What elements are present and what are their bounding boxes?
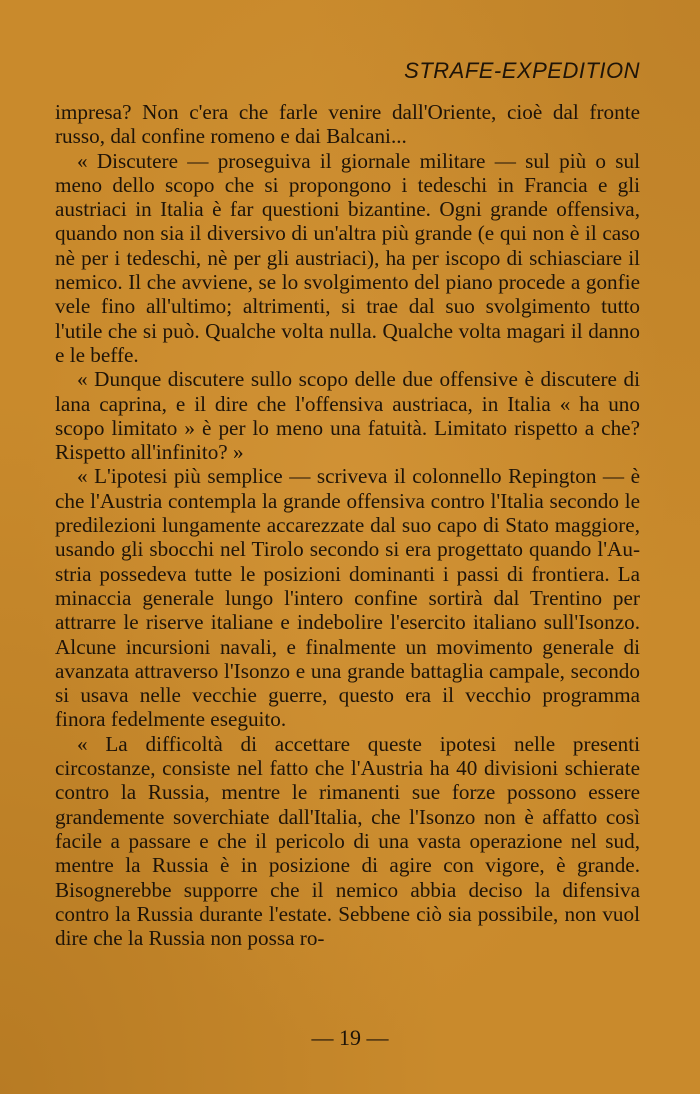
running-head: STRAFE-EXPEDITION [404,58,640,83]
paragraph: « L'ipotesi più semplice — scriveva il colonnello Repington — è che l'Austria contempla la grande offensiva contro l'Italia secondo le predilezioni lungamente accarezzate dal suo capo di Stato maggiore, usando gli sbocchi nel Tirolo secondo si era progettato quando l'Austria possedeva tutte le posizioni dominanti i passi di frontiera. La minaccia generale lungo l'intero confine sortirà dal Trentino per attrarre le riserve italiane e indebolire l'esercito italiano sull'Isonzo. Alcune incursioni navali, e finalmente un movimento generale di avanzata attraverso l'Isonzo e una grande battaglia campale, secondo si usava nelle vecchie guerre, questo era il vecchio programma finora fedelmente eseguito. [55,464,640,732]
paragraph: « Dunque discutere sullo scopo delle due offensive è discutere di lana caprina, e il dire che l'offensiva austriaca, in Italia « ha uno scopo limitato » è per lo meno una fatuità. Limitato rispetto a che? Rispetto all'infinito? » [55,367,640,465]
paragraph: « La difficoltà di accettare queste ipotesi nelle presenti circostanze, consiste nel fatto che l'Austria ha 40 divisioni schierate contro la Russia, mentre le rimanenti sue forze possono essere grandemente soverchiate dall'Italia, che l'Isonzo non è affatto così facile a passare e che il pericolo di una vasta operazione nel sud, mentre la Russia è in posizione di agire con vigore, è grande. Bisognerebbe supporre che il nemico abbia deciso la difensiva contro la Russia durante l'estate. Sebbene ciò sia possibile, non vuol dire che la Russia non possa ro- [55,731,640,951]
body-text [55,100,640,950]
paragraph: « Discutere — proseguiva il giornale militare — sul più o sul meno dello scopo che si propongono i tedeschi in Francia e gli austriaci in Italia è far questioni bizantine. Ogni grande offensiva, quando non sia il diversivo di un'altra più grande (e qui non è il caso nè per i tedeschi, nè per gli austriaci), ha per iscopo di schiasciare il nemico. Il che avviene, se lo svolgimento del piano procede a gonfie vele fino all'ultimo; altrimenti, si trae dal suo svolgimento tutto l'utile che si può. Qualche volta nulla. Qualche volta magari il danno e le beffe. [55,148,640,367]
paragraph-continued: impresa? Non c'era che farle venire dall'Oriente, cioè dal fronte russo, dal confine romeno e dai Balcani... [55,100,640,149]
page-number: — 19 — [311,1025,389,1050]
